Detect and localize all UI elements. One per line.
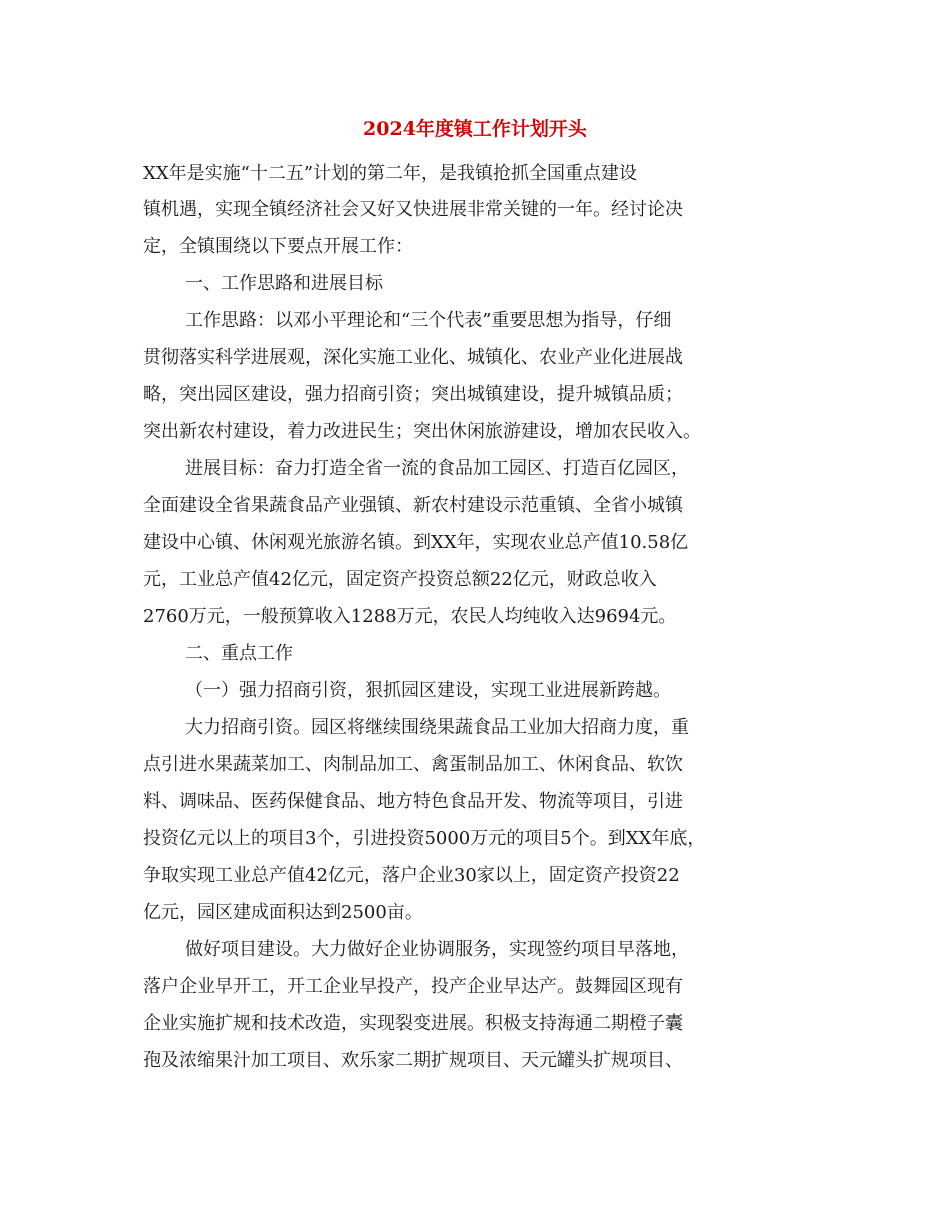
- text-line: 投资亿元以上的项目3个，引进投资5000万元的项目5个。到XX年底，: [143, 828, 706, 849]
- text-line: 全面建设全省果蔬食品产业强镇、新农村建设示范重镇、全省小城镇: [143, 495, 683, 516]
- text-line: 2760万元，一般预算收入1288万元，农民人均纯收入达9694元。: [143, 606, 677, 627]
- text-line: 进展目标：奋力打造全省一流的食品加工园区、打造百亿园区，: [185, 458, 689, 479]
- text-line: 孢及浓缩果汁加工项目、欢乐家二期扩规项目、天元罐头扩规项目、: [143, 1050, 683, 1071]
- text-line: 点引进水果蔬菜加工、肉制品加工、禽蛋制品加工、休闲食品、软饮: [143, 754, 683, 775]
- text-line: 元，工业总产值42亿元，固定资产投资总额22亿元，财政总收入: [143, 569, 657, 590]
- text-line: 落户企业早开工，开工企业早投产，投产企业早达产。鼓舞园区现有: [143, 976, 683, 997]
- document-title: 2024年度镇工作计划开头: [363, 118, 587, 140]
- text-line: 突出新农村建设，着力改进民生；突出休闲旅游建设，增加农民收入。: [143, 421, 701, 442]
- text-line: 大力招商引资。园区将继续围绕果蔬食品工业加大招商力度，重: [185, 717, 689, 738]
- text-line: 略，突出园区建设，强力招商引资；突出城镇建设，提升城镇品质；: [143, 384, 683, 405]
- subsection-heading: （一）强力招商引资，狠抓园区建设，实现工业进展新跨越。: [185, 680, 671, 701]
- text-line: 争取实现工业总产值42亿元，落户企业30家以上，固定资产投资22: [143, 865, 680, 886]
- text-line: 定，全镇围绕以下要点开展工作：: [143, 236, 413, 257]
- section-heading: 一、工作思路和进展目标: [185, 273, 383, 294]
- text-line: XX年是实施“十二五”计划的第二年，是我镇抢抓全国重点建设: [143, 163, 638, 184]
- text-line: 企业实施扩规和技术改造，实现裂变进展。积极支持海通二期橙子囊: [143, 1013, 683, 1034]
- section-heading: 二、重点工作: [185, 643, 293, 664]
- text-line: 贯彻落实科学进展观，深化实施工业化、城镇化、农业产业化进展战: [143, 347, 683, 368]
- text-line: 做好项目建设。大力做好企业协调服务，实现签约项目早落地，: [185, 939, 689, 960]
- text-line: 工作思路：以邓小平理论和“三个代表”重要思想为指导，仔细: [185, 310, 672, 331]
- text-line: 建设中心镇、休闲观光旅游名镇。到XX年，实现农业总产值10.58亿: [143, 532, 689, 553]
- text-line: 镇机遇，实现全镇经济社会又好又快进展非常关键的一年。经讨论决: [143, 199, 683, 220]
- text-line: 料、调味品、医药保健食品、地方特色食品开发、物流等项目，引进: [143, 791, 683, 812]
- text-line: 亿元，园区建成面积达到2500亩。: [143, 902, 423, 923]
